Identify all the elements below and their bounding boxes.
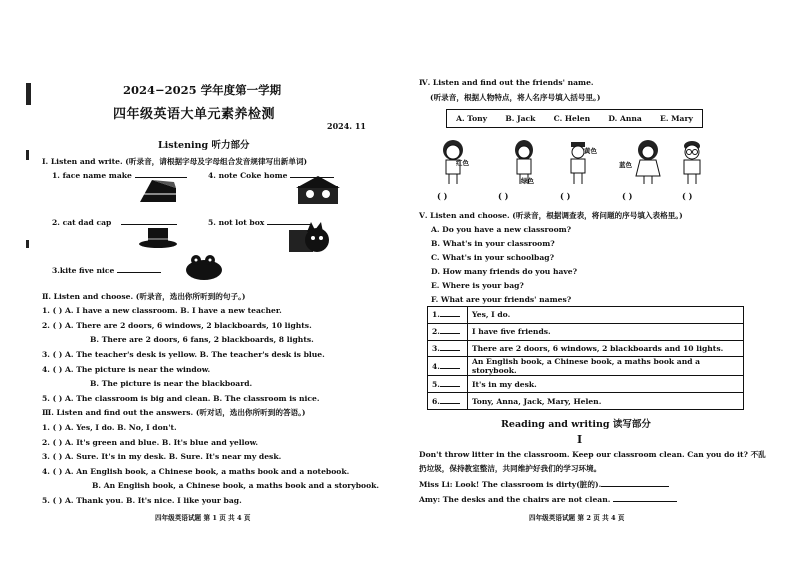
- survey-table: [427, 306, 744, 410]
- answer-cell[interactable]: [428, 357, 468, 376]
- passage-line: [419, 478, 669, 490]
- exam-date: 2024. 11: [327, 121, 366, 131]
- passage-line: Don't throw litter in the classroom. Keep our classroom clean. Can you do it? 不乱: [419, 450, 766, 459]
- table-row: [428, 323, 744, 340]
- answer-paren[interactable]: ( ): [622, 191, 633, 201]
- q1-text: 1. face name make: [52, 171, 132, 180]
- cake-picture: [136, 176, 178, 204]
- section-3-heading: Ⅲ. Listen and find out the answers. (听对话，选出你所听到的答语。): [42, 408, 306, 417]
- s2-line: B. The picture is near the blackboard.: [90, 379, 253, 388]
- row-text: Yes, I do.: [468, 307, 744, 324]
- binding-mark: [26, 83, 31, 105]
- q3-words: [52, 264, 161, 275]
- row-number: 1.: [432, 310, 440, 320]
- answer-cell[interactable]: [428, 323, 468, 340]
- section-5-heading: Ⅴ. Listen and choose. (听录音，根据调查表，将问题的序号填入表格里。): [419, 211, 683, 220]
- passage-blank[interactable]: [613, 493, 677, 502]
- color-label: 红色: [456, 159, 469, 167]
- page-2-footer: 四年级英语试题 第 2 页 共 4 页: [529, 514, 625, 522]
- passage-line: [419, 493, 677, 504]
- table-row: [428, 307, 744, 324]
- passage-text: Amy: The desks and the chairs are not clean.: [419, 495, 611, 504]
- question-item: F. What are your friends' names?: [431, 295, 572, 304]
- answer-paren[interactable]: ( ): [437, 191, 448, 201]
- part-roman-numeral: I: [577, 433, 583, 446]
- table-row: [428, 376, 744, 393]
- exam-subtitle: 四年级英语大单元素养检测: [113, 107, 276, 122]
- name-option: E. Mary: [660, 114, 693, 123]
- question-item: A. Do you have a new classroom?: [431, 225, 572, 234]
- section-4-heading: Ⅳ. Listen and find out the friends' name.: [419, 78, 594, 87]
- q5-text: 5. not lot box: [208, 218, 265, 227]
- name-box: [446, 109, 703, 128]
- hat-picture: [138, 224, 178, 250]
- s3-line: 3. ( ) A. Sure. It's in my desk. B. Sure. It's near my desk.: [42, 452, 282, 461]
- section-4-instruction: (听录音，根据人物特点，将人名序号填入括号里。): [430, 93, 601, 102]
- q3-blank[interactable]: [117, 264, 161, 273]
- color-label: 绿色: [521, 177, 534, 185]
- answer-paren[interactable]: ( ): [498, 191, 509, 201]
- s3-line: 1. ( ) A. Yes, I do. B. No, I don't.: [42, 423, 177, 432]
- s3-line: 5. ( ) A. Thank you. B. It's nice. I like your bag.: [42, 496, 242, 505]
- question-item: B. What's in your classroom?: [431, 239, 555, 248]
- friend-picture-4: [628, 138, 668, 188]
- s3-line: 4. ( ) A. An English book, a Chinese book, a maths book and a notebook.: [42, 467, 350, 476]
- color-label: 蓝色: [619, 161, 632, 169]
- passage-blank[interactable]: [601, 478, 669, 487]
- q2-text: 2. cat dad cap: [52, 218, 112, 227]
- exam-title: 2024−2025 学年度第一学期: [123, 83, 282, 97]
- s2-line: B. There are 2 doors, 6 fans, 2 blackboards, 8 lights.: [90, 335, 314, 344]
- listening-heading: Listening 听力部分: [158, 140, 250, 151]
- s2-line: 5. ( ) A. The classroom is big and clean. B. The classroom is nice.: [42, 394, 320, 403]
- name-option: D. Anna: [608, 114, 642, 123]
- page-1-footer: 四年级英语试题 第 1 页 共 4 页: [155, 514, 251, 522]
- name-option: A. Tony: [456, 114, 488, 123]
- table-row: [428, 340, 744, 357]
- q4-text: 4. note Coke home: [208, 171, 288, 180]
- row-text: I have five friends.: [468, 323, 744, 340]
- answer-cell[interactable]: [428, 307, 468, 324]
- row-number: 3.: [432, 343, 440, 353]
- s3-line: 2. ( ) A. It's green and blue. B. It's blue and yellow.: [42, 438, 258, 447]
- s2-line: 1. ( ) A. I have a new classroom. B. I have a new teacher.: [42, 306, 282, 315]
- binding-mark: [26, 240, 29, 248]
- passage-text: Miss Li: Look! The classroom is dirty(脏的).: [419, 480, 602, 489]
- answer-cell[interactable]: [428, 393, 468, 410]
- answer-cell[interactable]: [428, 376, 468, 393]
- question-item: E. Where is your bag?: [431, 281, 524, 290]
- reading-heading: Reading and writing 读写部分: [501, 419, 651, 430]
- binding-mark: [26, 150, 29, 160]
- color-label: 黄色: [584, 147, 597, 155]
- friend-picture-5: [676, 138, 716, 188]
- answer-paren[interactable]: ( ): [682, 191, 693, 201]
- hippo-picture: [184, 252, 226, 282]
- cat-picture: [287, 222, 333, 254]
- answer-cell[interactable]: [428, 340, 468, 357]
- row-number: 2.: [432, 327, 440, 337]
- s3-line: B. An English book, a Chinese book, a maths book and a storybook.: [92, 481, 380, 490]
- name-option: C. Helen: [553, 114, 591, 123]
- row-text: There are 2 doors, 6 windows, 2 blackboards and 10 lights.: [468, 340, 744, 357]
- answer-paren[interactable]: ( ): [560, 191, 571, 201]
- row-text: Tony, Anna, Jack, Mary, Helen.: [468, 393, 744, 410]
- table-row: [428, 357, 744, 376]
- row-number: 6.: [432, 396, 440, 406]
- house-picture: [296, 176, 340, 206]
- s2-line: 2. ( ) A. There are 2 doors, 6 windows, 2 blackboards, 10 lights.: [42, 321, 312, 330]
- name-option: B. Jack: [505, 114, 536, 123]
- row-text: An English book, a Chinese book, a maths book and a storybook.: [468, 357, 744, 376]
- s2-line: 3. ( ) A. The teacher's desk is yellow. B. The teacher's desk is blue.: [42, 350, 325, 359]
- s2-line: 4. ( ) A. The picture is near the window.: [42, 365, 211, 374]
- section-1-heading: Ⅰ. Listen and write. (听录音，请根据字母及字母组合发音规律写出新单词): [42, 157, 308, 166]
- section-2-heading: Ⅱ. Listen and choose. (听录音，选出你所听到的句子。): [42, 292, 246, 301]
- row-number: 5.: [432, 379, 440, 389]
- row-text: It's in my desk.: [468, 376, 744, 393]
- q3-text: 3.kite five nice: [52, 266, 115, 275]
- row-number: 4.: [432, 361, 440, 371]
- passage-line: 扔垃圾，保持教室整洁，共同维护好我们的学习环境。: [419, 464, 602, 473]
- table-row: [428, 393, 744, 410]
- question-item: C. What's in your schoolbag?: [431, 253, 555, 262]
- question-item: D. How many friends do you have?: [431, 267, 578, 276]
